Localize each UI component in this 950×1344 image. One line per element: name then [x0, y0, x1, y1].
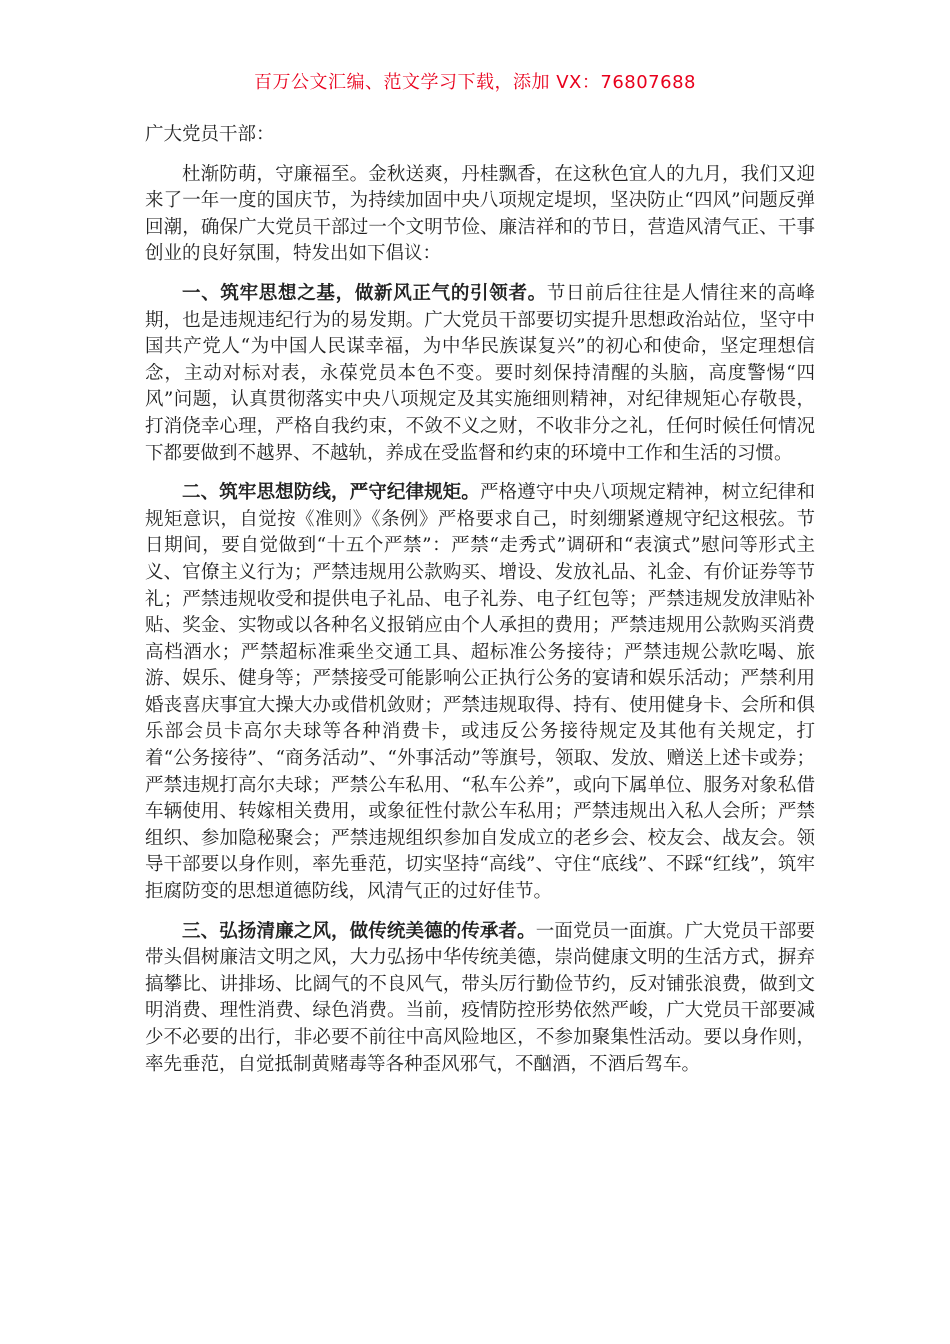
- section-heading-1: 一、筑牢思想之基，做新风正气的引领者。: [182, 282, 547, 304]
- section-body-1: 节日前后往往是人情往来的高峰期，也是违规违纪行为的易发期。广大党员干部要切实提升思想政治站位，坚守中国共产党人“为中国人民谋幸福，为中华民族谋复兴”的初心和使命，坚定理想信念，主动对标对表，永葆党员本色不变。要时刻保持清醒的头脑，高度警惕“四风”问题，认真贯彻落实中央八项规定及其实施细则精神，对纪律规矩心存敬畏，打消侥幸心理，严格自我约束，不敛不义之财，不收非分之礼，任何时候任何情况下都要做到不越界、不越轨，养成在受监督和约束的环境中工作和生活的习惯。: [145, 282, 815, 464]
- salutation: 广大党员干部：: [145, 124, 275, 145]
- section-paragraph-1: [145, 281, 815, 467]
- section-body-2: 严格遵守中央八项规定精神，树立纪律和规矩意识，自觉按《准则》《条例》严格要求自己，时刻绷紧遵规守纪这根弦。节日期间，要自觉做到“十五个严禁”：严禁“走秀式”调研和“表演式”慰问等形式主义、官僚主义行为；严禁违规用公款购买、增设、发放礼品、礼金、有价证券等节礼；严禁违规收受和提供电子礼品、电子礼券、电子红包等；严禁违规发放津贴补贴、奖金、实物或以各种名义报销应由个人承担的费用；严禁违规用公款购买消费高档酒水；严禁超标准乘坐交通工具、超标准公务接待；严禁违规公款吃喝、旅游、娱乐、健身等；严禁接受可能影响公正执行公务的宴请和娱乐活动；严禁利用婚丧喜庆事宜大操大办或借机敛财；严禁违规取得、持有、使用健身卡、会所和俱乐部会员卡高尔夫球等各种消费卡，或违反公务接待规定及其他有关规定，打着“公务接待”、“商务活动”、“外事活动”等旗号，领取、发放、赠送上述卡或券；严禁违规打高尔夫球；严禁公车私用、“私车公养”，或向下属单位、服务对象私借车辆使用、转嫁相关费用，或象征性付款公车私用；严禁违规出入私人会所；严禁组织、参加隐秘聚会；严禁违规组织参加自发成立的老乡会、校友会、战友会。领导干部要以身作则，率先垂范，切实坚持“高线”、守住“底线”、不踩“红线”，筑牢拒腐防变的思想道德防线，风清气正的过好佳节。: [145, 482, 815, 903]
- section-heading-2: 二、筑牢思想防线，严守纪律规矩。: [182, 482, 480, 504]
- header-banner: 百万公文汇编、范文学习下载，添加 VX：76807688: [254, 72, 696, 93]
- document-body: [145, 122, 815, 1091]
- section-paragraph-2: [145, 480, 815, 906]
- intro-paragraph: 杜渐防萌，守廉福至。金秋送爽，丹桂飘香，在这秋色宜人的九月，我们又迎来了一年一度的国庆节，为持续加固中央八项规定堤坝，坚决防止“四风”问题反弹回潮，确保广大党员干部过一个文明节俭、廉洁祥和的节日，营造风清气正、干事创业的良好氛围，特发出如下倡议：: [145, 163, 815, 265]
- section-heading-3: 三、弘扬清廉之风，做传统美德的传承者。: [182, 920, 536, 942]
- section-body-3: 一面党员一面旗。广大党员干部要带头倡树廉洁文明之风，大力弘扬中华传统美德，崇尚健康文明的生活方式，摒弃搞攀比、讲排场、比阔气的不良风气，带头厉行勤俭节约，反对铺张浪费，做到文明消费、理性消费、绿色消费。当前，疫情防控形势依然严峻，广大党员干部要减少不必要的出行，非必要不前往中高风险地区，不参加聚集性活动。要以身作则，率先垂范，自觉抵制黄赌毒等各种歪风邪气，不酗酒，不酒后驾车。: [145, 920, 815, 1075]
- section-paragraph-3: [145, 919, 815, 1079]
